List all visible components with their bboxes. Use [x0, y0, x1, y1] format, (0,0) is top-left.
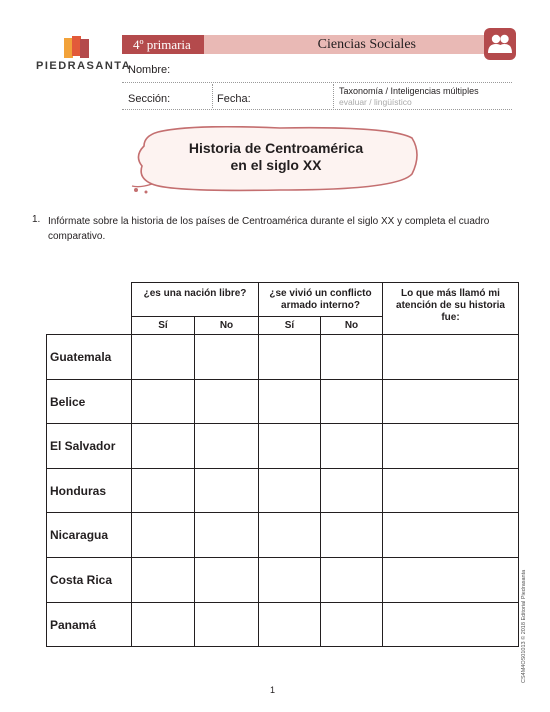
name-label: Nombre: — [128, 64, 171, 76]
answer-cell[interactable] — [194, 379, 259, 425]
answer-cell[interactable] — [258, 423, 321, 469]
answer-cell[interactable] — [131, 557, 195, 603]
answer-cell[interactable] — [382, 557, 519, 603]
country-label: Honduras — [50, 483, 107, 498]
country-label: Belice — [50, 394, 86, 409]
answer-cell[interactable] — [382, 602, 519, 648]
answer-cell[interactable] — [320, 423, 383, 469]
country-label: Costa Rica — [50, 573, 113, 587]
name-line — [122, 82, 512, 83]
answer-cell[interactable] — [320, 602, 383, 648]
worksheet-title — [150, 140, 402, 174]
answer-cell[interactable] — [194, 423, 259, 469]
country-label: Panamá — [50, 617, 97, 632]
answer-cell[interactable] — [131, 602, 195, 648]
country-label: El Salvador — [50, 439, 116, 454]
column-header-conflict: ¿se vivió un conflicto armado interno? — [269, 288, 372, 311]
instruction-text: Infórmate sobre la historia de los países de Centroamérica durante el siglo XX y completa el cuadro comparativo. — [48, 216, 490, 242]
answer-cell[interactable] — [320, 334, 383, 380]
answer-cell[interactable] — [382, 512, 519, 558]
grade-label: 4º primaria — [122, 35, 204, 54]
answer-cell[interactable] — [131, 334, 195, 380]
answer-cell[interactable] — [194, 602, 259, 648]
answer-cell[interactable] — [320, 468, 383, 514]
section-label: Sección: — [128, 93, 171, 105]
subcolumn-yes: Sí — [158, 320, 168, 331]
answer-cell[interactable] — [194, 334, 259, 380]
subcolumn-no: No — [219, 320, 234, 331]
column-header-attention: Lo que más llamó mi atención de su historia fue: — [396, 288, 505, 323]
answer-cell[interactable] — [258, 379, 321, 425]
subcolumn-yes: Sí — [284, 320, 295, 331]
subcolumn-no: No — [344, 320, 359, 331]
answer-cell[interactable] — [258, 602, 321, 648]
answer-cell[interactable] — [258, 334, 321, 380]
taxonomy-label: Taxonomía / Inteligencias múltiples — [339, 86, 479, 96]
page-number: 1 — [270, 685, 276, 695]
column-header-free-nation: ¿es una nación libre? — [143, 288, 247, 299]
answer-cell[interactable] — [382, 468, 519, 514]
country-label: Guatemala — [50, 350, 112, 364]
brand-logo-text: PIEDRASANTA — [36, 60, 132, 72]
title-line: Historia de Centroamérica — [188, 140, 364, 156]
copyright-credit: CS4M4OS01013 © 2018 Editorial Piedrasanta — [521, 569, 527, 683]
answer-cell[interactable] — [320, 512, 383, 558]
answer-cell[interactable] — [320, 557, 383, 603]
answer-cell[interactable] — [131, 379, 195, 425]
answer-cell[interactable] — [131, 512, 195, 558]
section-line — [122, 109, 512, 110]
date-label: Fecha: — [217, 93, 251, 105]
answer-cell[interactable] — [131, 423, 195, 469]
piedrasanta-logo-mark — [64, 36, 90, 58]
country-label: Nicaragua — [50, 528, 109, 543]
answer-cell[interactable] — [194, 468, 259, 514]
answer-cell[interactable] — [258, 468, 321, 514]
answer-cell[interactable] — [194, 512, 259, 558]
field-divider — [212, 84, 213, 108]
answer-cell[interactable] — [382, 379, 519, 425]
answer-cell[interactable] — [382, 334, 519, 380]
answer-cell[interactable] — [131, 468, 195, 514]
title-line: en el siglo XX — [230, 157, 322, 173]
answer-cell[interactable] — [258, 557, 321, 603]
answer-cell[interactable] — [258, 512, 321, 558]
field-divider — [333, 84, 334, 108]
answer-cell[interactable] — [194, 557, 259, 603]
taxonomy-subtext: evaluar / lingüístico — [339, 97, 412, 107]
subject-title: Ciencias Sociales — [317, 37, 416, 52]
people-icon — [484, 28, 516, 60]
answer-cell[interactable] — [320, 379, 383, 425]
instruction-number: 1. — [32, 214, 41, 225]
answer-cell[interactable] — [382, 423, 519, 469]
